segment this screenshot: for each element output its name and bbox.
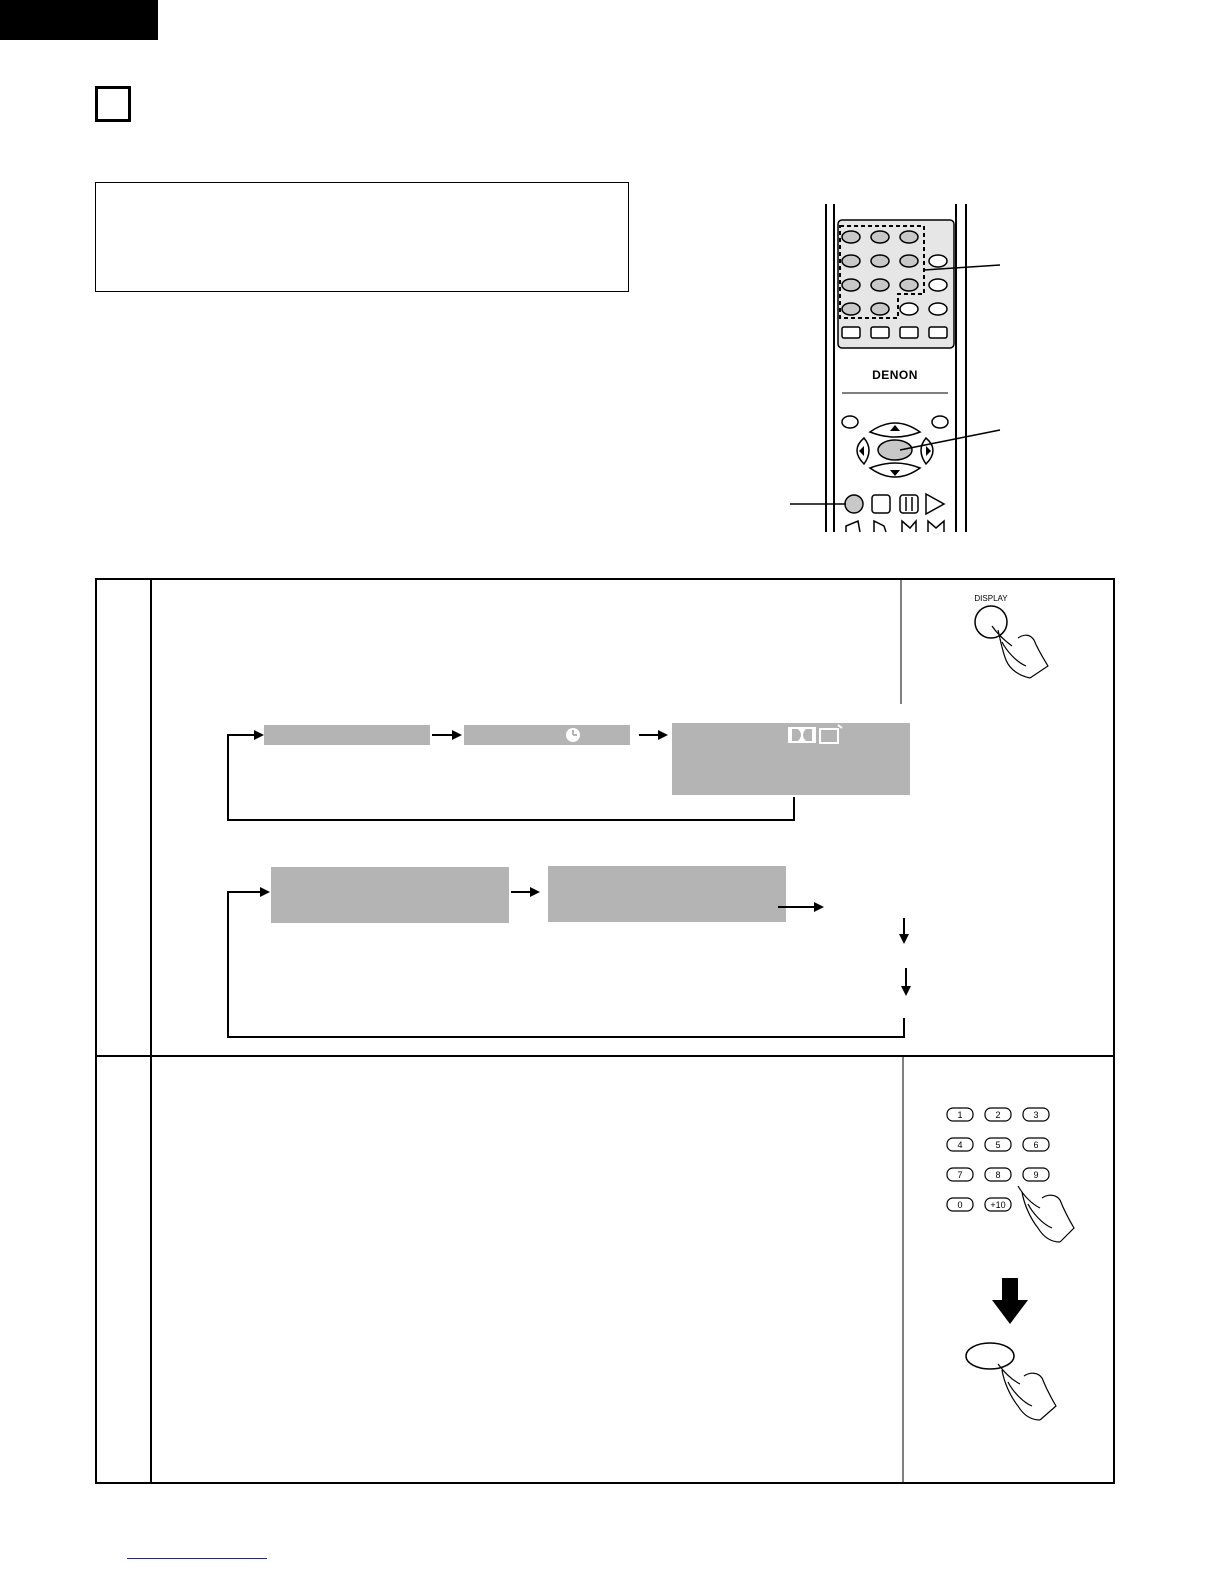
key-6: 6 [1033, 1140, 1039, 1150]
remote-control-illustration [780, 200, 1020, 540]
display-mode-panel-4 [271, 867, 509, 923]
display-mode-bar-1 [264, 725, 430, 745]
keypad-illustration [940, 1100, 1080, 1250]
key-3: 3 [1033, 1110, 1039, 1120]
dolby-logo-icon [788, 727, 816, 743]
pressing-hand-icon [1018, 1186, 1074, 1242]
display-button [975, 606, 1007, 638]
display-flow-row-a [220, 715, 920, 825]
remote-brand-label: DENON [872, 368, 918, 382]
display-mode-bar-2 [464, 725, 630, 745]
key-5: 5 [995, 1140, 1001, 1150]
enter-button-illustration [958, 1336, 1068, 1426]
footer-link-underline [127, 1558, 267, 1559]
key-8: 8 [995, 1170, 1001, 1180]
down-arrow-icon [990, 1278, 1030, 1326]
section-marker-box [95, 86, 131, 122]
page-corner-tab [0, 0, 158, 40]
key-7: 7 [957, 1170, 963, 1180]
pressing-hand-icon [998, 1364, 1056, 1420]
display-button-label: DISPLAY [974, 594, 1008, 603]
clock-icon [566, 728, 580, 742]
key-plus10: +10 [990, 1200, 1006, 1210]
key-1: 1 [957, 1110, 963, 1120]
note-box [95, 182, 629, 292]
enter-button [966, 1343, 1014, 1369]
display-button-illustration [960, 590, 1060, 690]
key-9: 9 [1033, 1170, 1039, 1180]
display-flow-row-b [220, 860, 920, 1045]
key-4: 4 [957, 1140, 963, 1150]
key-2: 2 [995, 1110, 1001, 1120]
key-0: 0 [957, 1200, 963, 1210]
display-mode-panel-5 [548, 866, 786, 922]
